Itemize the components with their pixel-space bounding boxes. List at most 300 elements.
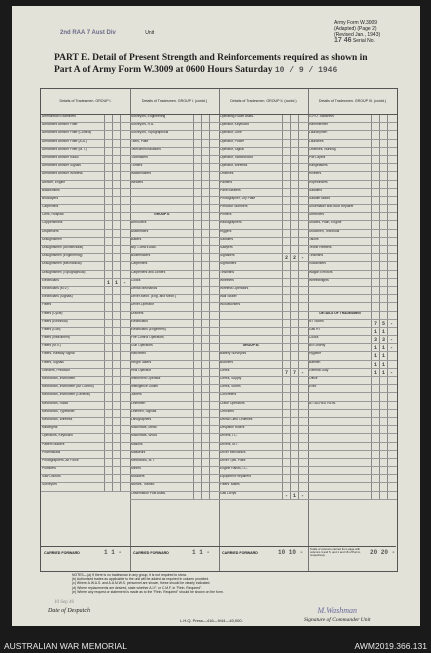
carried-forward-value: 1 1 -	[192, 549, 211, 556]
posted-cell	[201, 320, 209, 327]
table-row	[130, 189, 219, 197]
rfts-cell	[387, 148, 395, 155]
table-row	[130, 115, 219, 123]
posted-cell	[379, 312, 387, 319]
table-row	[41, 410, 130, 418]
posted-cell	[201, 443, 209, 450]
table-row	[130, 459, 219, 467]
trade-label: Telecommunications	[131, 147, 161, 151]
table-row	[219, 238, 308, 246]
rfts-cell	[209, 344, 217, 351]
trade-label: Checkers	[220, 409, 234, 413]
trade-label: Pile Layers	[309, 155, 326, 159]
we-cell	[193, 385, 201, 392]
posted-cell	[379, 279, 387, 286]
posted-cell	[290, 328, 298, 335]
posted-cell	[112, 189, 120, 196]
posted-cell	[379, 230, 387, 237]
trade-label: Signallers	[220, 254, 235, 258]
table-row	[308, 164, 397, 172]
trade-label: Saddler tailors	[309, 196, 331, 200]
trade-label: Driver Tpts. Plant	[220, 458, 246, 462]
trade-label: Carpenters	[131, 262, 148, 266]
table-row	[130, 328, 219, 336]
posted-cell	[201, 475, 209, 482]
trade-label: Armament Artificer Fitter (A.A.)	[42, 139, 87, 143]
table-row	[130, 238, 219, 246]
rfts-cell	[209, 352, 217, 359]
rfts-cell	[298, 238, 306, 245]
rfts-cell	[209, 467, 217, 474]
table-row	[219, 279, 308, 287]
trade-label: Operators, Keyboard	[42, 434, 73, 438]
table-row	[308, 385, 397, 393]
table-row	[219, 197, 308, 205]
trade-label: Tinsmiths	[220, 270, 234, 274]
we-cell	[282, 271, 290, 278]
trade-label	[130, 189, 193, 196]
posted-cell	[379, 213, 387, 220]
rfts-cell	[209, 156, 217, 163]
table-row	[130, 312, 219, 320]
rfts-cell	[209, 221, 217, 228]
table-row	[308, 279, 397, 287]
table-row	[308, 336, 397, 344]
trade-label: Operating Room Assts.	[220, 115, 254, 118]
table-row	[219, 271, 308, 279]
posted-cell	[112, 393, 120, 400]
trade-label: Armament Artificer Radio	[42, 155, 79, 159]
carried-forward-value: 10 10 -	[278, 549, 304, 556]
rfts-cell	[209, 451, 217, 458]
posted-cell	[379, 434, 387, 441]
rfts-cell	[209, 303, 217, 310]
trade-label: Operator, Switchboard	[220, 155, 253, 159]
table-row	[308, 312, 397, 320]
posted-cell	[290, 410, 298, 417]
rfts-cell	[298, 426, 306, 433]
trade-label: Operator, Wireless	[220, 164, 248, 168]
table-row	[41, 426, 130, 434]
rfts-cell	[298, 172, 306, 179]
posted-cell	[112, 205, 120, 212]
posted-cell	[201, 344, 209, 351]
rfts-cell	[209, 369, 217, 376]
posted-cell	[290, 385, 298, 392]
trade-label: Surveyors, R.A.	[131, 123, 155, 127]
rfts-cell	[209, 254, 217, 261]
we-cell: 1	[371, 352, 379, 359]
we-cell	[282, 443, 290, 450]
table-row	[41, 115, 130, 123]
posted-cell	[290, 221, 298, 228]
rfts-cell	[120, 328, 128, 335]
posted-cell	[112, 123, 120, 130]
rfts-cell	[298, 352, 306, 359]
rfts-cell	[387, 295, 395, 302]
posted-cell	[201, 197, 209, 204]
trade-label: Tailors	[309, 237, 319, 241]
trade-label: Laundries	[309, 139, 324, 143]
we-cell	[282, 418, 290, 425]
posted-cell	[112, 287, 120, 294]
posted-cell	[112, 230, 120, 237]
posted-cell	[201, 492, 209, 499]
rfts-cell	[298, 246, 306, 253]
table-row	[308, 426, 397, 434]
table-row	[41, 434, 130, 442]
table-row	[219, 205, 308, 213]
we-cell	[371, 148, 379, 155]
posted-cell	[112, 402, 120, 409]
table-row	[130, 205, 219, 213]
trade-label: Armourers	[131, 221, 147, 225]
posted-cell	[201, 205, 209, 212]
printer-imprint: L.H.Q. Press—416—9/44—40,000.	[180, 618, 243, 623]
trade-label: Mechanics, Instrument (Air Control)	[42, 385, 94, 389]
table-row	[308, 246, 397, 254]
posted-cell	[290, 197, 298, 204]
we-cell	[371, 443, 379, 450]
table-row	[41, 164, 130, 172]
rfts-cell	[120, 271, 128, 278]
rfts-cell	[298, 336, 306, 343]
trade-label	[130, 197, 193, 204]
we-cell	[282, 230, 290, 237]
rfts-cell	[120, 475, 128, 482]
we-cell	[282, 344, 290, 351]
trade-label: Mechanics, Instrument (General)	[42, 393, 91, 397]
table-row	[308, 475, 397, 483]
rfts-cell	[387, 451, 395, 458]
we-cell	[193, 295, 201, 302]
we-cell	[193, 344, 201, 351]
table-row	[41, 377, 130, 385]
posted-cell: 1	[379, 369, 387, 376]
posted-cell	[201, 459, 209, 466]
table-row	[41, 320, 130, 328]
trade-label: BN Orderly	[309, 344, 326, 348]
we-cell	[193, 475, 201, 482]
rfts-cell	[387, 181, 395, 188]
trade-label: Moulders	[131, 475, 145, 479]
rfts-cell	[298, 312, 306, 319]
we-cell	[193, 369, 201, 376]
we-cell	[371, 123, 379, 130]
table-row	[41, 344, 130, 352]
posted-cell	[290, 352, 298, 359]
trade-label: Electricians (Signals)	[42, 295, 73, 299]
rfts-cell	[387, 197, 395, 204]
posted-cell	[201, 115, 209, 122]
we-cell	[371, 164, 379, 171]
posted-cell	[379, 197, 387, 204]
trade-label: Intelligence Duties	[131, 385, 158, 389]
posted-cell	[112, 271, 120, 278]
posted-cell	[379, 426, 387, 433]
trade-label: Fitters' Mates	[220, 483, 240, 487]
we-cell	[371, 475, 379, 482]
form-reference	[334, 20, 380, 44]
we-cell	[282, 181, 290, 188]
rfts-cell	[387, 328, 395, 335]
trade-label: Woodworkers	[220, 303, 241, 307]
table-row	[41, 189, 130, 197]
posted-cell	[379, 156, 387, 163]
table-row	[130, 295, 219, 303]
note-line: (c) Where A.W.A.S. and A.A.M.W.S. personnel are shown, these should be clearly indicated.	[72, 581, 211, 586]
rfts-cell	[387, 483, 395, 490]
form-adapted: (Adapted) (Page 2)	[334, 26, 377, 32]
we-cell	[193, 492, 201, 499]
trade-label: Draughtsmen	[42, 237, 62, 241]
table-row	[41, 352, 130, 360]
trade-label: Fitters	[42, 303, 52, 307]
trade-label: Masseurs	[131, 450, 146, 454]
trade-label: Linemen, Signals	[131, 409, 157, 413]
rfts-cell	[298, 213, 306, 220]
trade-label: Armament Artificer Fitter (M.T.)	[42, 147, 87, 151]
rfts-cell	[120, 336, 128, 343]
we-cell	[104, 123, 112, 130]
table-row	[130, 418, 219, 426]
posted-cell: 1	[112, 279, 120, 286]
rfts-cell	[387, 246, 395, 253]
table-row	[219, 164, 308, 172]
note-line: NOTES—(a) If there is no tradesman in any group, it is not required to show.	[72, 573, 187, 577]
we-cell	[104, 140, 112, 147]
trade-label: Operator, Signal	[220, 147, 244, 151]
rfts-cell	[387, 205, 395, 212]
we-cell	[371, 418, 379, 425]
trade-label	[219, 312, 282, 319]
table-row	[41, 475, 130, 483]
rfts-cell: -	[120, 279, 128, 286]
trade-label: Radiographers	[220, 221, 242, 225]
rfts-cell	[120, 418, 128, 425]
trade-label	[308, 459, 371, 466]
we-cell	[193, 148, 201, 155]
table-row	[219, 434, 308, 442]
trade-label: Stretchers	[309, 213, 325, 217]
table-row	[130, 402, 219, 410]
we-cell	[282, 483, 290, 490]
table-row	[308, 254, 397, 262]
trade-label: Dental Mechanics	[131, 286, 158, 290]
we-cell	[282, 115, 290, 122]
posted-cell: 3	[379, 336, 387, 343]
table-row	[41, 230, 130, 238]
table-row	[130, 131, 219, 139]
we-cell	[193, 336, 201, 343]
table-row	[308, 115, 397, 123]
rfts-cell	[298, 131, 306, 138]
we-cell	[193, 312, 201, 319]
trade-label: Mechanics, Typewriter	[42, 409, 75, 413]
trade-label	[308, 443, 371, 450]
trade-label: Engine Hands, I.C.	[220, 467, 248, 471]
rfts-cell	[298, 164, 306, 171]
posted-cell: 7	[290, 369, 298, 376]
posted-cell	[379, 140, 387, 147]
rfts-cell	[209, 115, 217, 122]
table-row	[308, 197, 397, 205]
table-row	[130, 140, 219, 148]
rfts-cell	[209, 123, 217, 130]
posted-cell	[112, 443, 120, 450]
table-row	[41, 279, 130, 287]
trade-label: Photographer, Dry Plate	[220, 196, 256, 200]
table-row	[308, 131, 397, 139]
posted-cell	[112, 483, 120, 490]
table-row	[130, 221, 219, 229]
we-cell	[371, 467, 379, 474]
note-line: (b) Authorised trades as applicable to the unit will be added as required in column provided.	[72, 577, 210, 582]
posted-cell	[379, 393, 387, 400]
we-cell	[193, 426, 201, 433]
rfts-cell	[298, 123, 306, 130]
posted-cell	[201, 148, 209, 155]
posted-cell	[379, 467, 387, 474]
table-row	[130, 377, 219, 385]
we-cell	[282, 262, 290, 269]
trade-label: Signwriters	[220, 262, 237, 266]
rfts-cell	[387, 459, 395, 466]
rfts-cell	[209, 189, 217, 196]
we-cell	[282, 336, 290, 343]
table-row	[130, 213, 219, 221]
rfts-cell	[209, 213, 217, 220]
rfts-cell	[120, 238, 128, 245]
trade-label: Dispensers	[42, 229, 59, 233]
trade-label	[219, 328, 282, 335]
posted-cell	[379, 402, 387, 409]
rfts-cell	[209, 172, 217, 179]
posted-cell	[290, 271, 298, 278]
we-cell	[371, 426, 379, 433]
table-row	[219, 148, 308, 156]
archive-name: AUSTRALIAN WAR MEMORIAL	[4, 641, 127, 651]
table-row	[308, 287, 397, 295]
we-cell	[371, 410, 379, 417]
we-cell	[193, 131, 201, 138]
we-cell	[104, 418, 112, 425]
posted-cell	[201, 295, 209, 302]
posted-cell	[112, 246, 120, 253]
table-row	[41, 254, 130, 262]
we-cell	[371, 483, 379, 490]
rfts-cell	[120, 115, 128, 122]
posted-cell	[290, 312, 298, 319]
we-cell	[193, 189, 201, 196]
posted-cell	[201, 164, 209, 171]
posted-cell	[201, 385, 209, 392]
we-cell: 7	[282, 369, 290, 376]
trade-label: Fitters (M.V.)	[42, 344, 61, 348]
posted-cell	[379, 181, 387, 188]
trade-label: Gun Operators	[131, 344, 153, 348]
posted-cell	[201, 361, 209, 368]
posted-cell	[379, 303, 387, 310]
rfts-cell	[387, 475, 395, 482]
table-row	[308, 213, 397, 221]
posted-cell	[290, 377, 298, 384]
posted-cell	[290, 434, 298, 441]
trade-label: Carpenters and Joiners	[131, 270, 166, 274]
rfts-cell	[298, 402, 306, 409]
rfts-cell	[120, 287, 128, 294]
trade-label: Clerk, Hospital	[42, 213, 64, 217]
trade-label: Coppersmiths	[42, 221, 63, 225]
rfts-cell	[120, 156, 128, 163]
posted-cell	[290, 402, 298, 409]
posted-cell	[290, 238, 298, 245]
trade-label: Predictor Numbers	[220, 205, 248, 209]
trade-label: Pharmacists	[42, 450, 61, 454]
table-row	[130, 410, 219, 418]
rfts-cell	[209, 336, 217, 343]
rfts-cell	[298, 303, 306, 310]
table-row	[130, 443, 219, 451]
table-row	[130, 492, 219, 500]
we-cell	[193, 459, 201, 466]
rfts-cell	[120, 467, 128, 474]
we-cell	[104, 467, 112, 474]
posted-cell	[290, 467, 298, 474]
we-cell	[104, 361, 112, 368]
posted-cell	[201, 279, 209, 286]
posted-cell	[112, 418, 120, 425]
trade-label	[308, 410, 371, 417]
trade-label: Riggers	[220, 229, 232, 233]
table-row	[41, 369, 130, 377]
trade-label: Armament Artificer Fitter (Control)	[42, 131, 92, 135]
posted-cell	[112, 140, 120, 147]
trade-label: Stockmen, Technical	[309, 229, 340, 233]
we-cell	[282, 189, 290, 196]
posted-cell	[112, 459, 120, 466]
rfts-cell	[120, 172, 128, 179]
table-row	[130, 344, 219, 352]
rfts-cell	[209, 140, 217, 147]
rfts-cell	[209, 393, 217, 400]
we-cell	[371, 385, 379, 392]
trade-label: Saddlers	[220, 237, 234, 241]
rfts-cell	[387, 271, 395, 278]
rfts-cell	[120, 459, 128, 466]
rfts-cell	[120, 164, 128, 171]
trade-label: Cooks	[131, 278, 141, 282]
trade-label: Fire Control Operators	[131, 336, 164, 340]
we-cell	[193, 418, 201, 425]
we-cell	[282, 148, 290, 155]
we-cell	[193, 254, 201, 261]
we-cell	[193, 361, 201, 368]
trade-label	[308, 467, 371, 474]
rfts-cell	[209, 443, 217, 450]
trade-label: Lithographers	[131, 417, 152, 421]
trade-label: Carpenters	[42, 205, 59, 209]
rfts-cell	[298, 377, 306, 384]
we-cell	[104, 254, 112, 261]
rfts-cell	[120, 410, 128, 417]
we-cell	[282, 459, 290, 466]
rfts-cell	[120, 393, 128, 400]
we-cell	[104, 344, 112, 351]
table-row	[308, 418, 397, 426]
we-cell	[104, 238, 112, 245]
table-row	[41, 402, 130, 410]
